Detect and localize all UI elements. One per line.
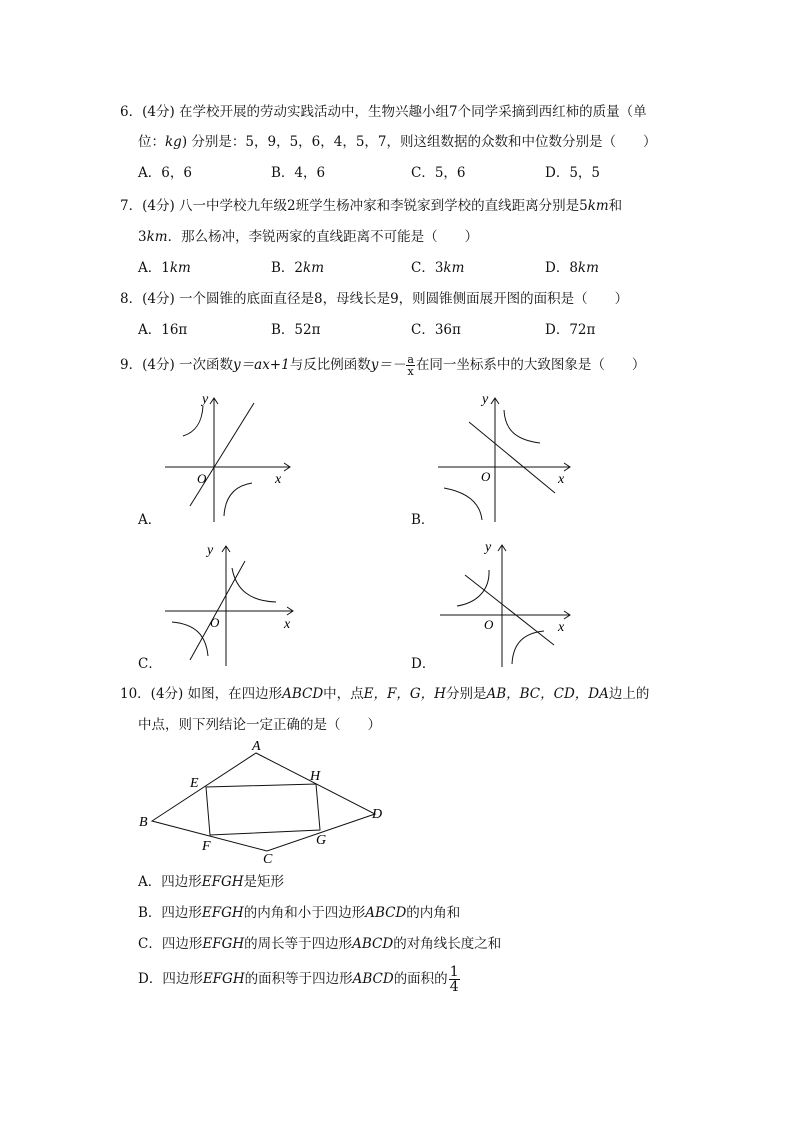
q10-option-a[interactable]: A．四边形EFGH是矩形 — [138, 874, 285, 890]
q6-option-c[interactable]: C．5，6 — [411, 165, 466, 181]
q10-line1: 10．(4分) 如图，在四边形ABCD中，点E，F，G，H分别是AB，BC，CD，DA边上的 — [120, 686, 650, 702]
q10-line2: 中点，则下列结论一定正确的是（ ） — [138, 717, 381, 733]
q10-quadrilateral-figure — [130, 735, 400, 870]
q9-option-d[interactable]: D． — [411, 656, 436, 672]
q9-graph-b[interactable] — [430, 388, 580, 528]
q9-graph-a[interactable] — [150, 388, 300, 528]
label-G: G — [316, 833, 327, 848]
label-E: E — [190, 776, 199, 791]
svg-text:y: y — [207, 543, 214, 558]
q6-option-b[interactable]: B．4，6 — [271, 165, 326, 181]
q10-option-d[interactable]: D．四边形EFGH的面积等于四边形ABCD的面积的 $\frac{1}{4}$ — [138, 964, 459, 995]
q9-line1: 9．(4分) 一次函数y＝ax+1与反比例函数y＝－ $\frac{a}{x}$ 在同一坐标系中的大致图象是（ ） — [120, 353, 646, 378]
q9-graph-c[interactable] — [150, 538, 300, 668]
label-A: A — [252, 739, 261, 754]
svg-text:O: O — [210, 615, 220, 630]
origin-label: O — [197, 471, 207, 486]
q6-line2: 位：kg) 分别是：5，9，5，6，4，5，7，则这组数据的众数和中位数分别是（ ） — [138, 134, 657, 150]
q9-fraction: $\frac{a}{x}$ — [407, 353, 414, 378]
q9-option-c[interactable]: C． — [138, 656, 162, 672]
q10-fraction-quarter: $\frac{1}{4}$ — [449, 964, 459, 995]
q9-option-a[interactable]: A． — [138, 512, 162, 528]
svg-text:O: O — [484, 617, 494, 632]
label-B: B — [139, 815, 148, 830]
svg-text:x: x — [558, 472, 565, 487]
q9-graph-d[interactable] — [430, 535, 580, 670]
q8-option-c[interactable]: C．36π — [411, 322, 461, 338]
svg-text:x: x — [284, 617, 291, 632]
q7-option-c[interactable]: C．3km — [411, 260, 465, 276]
label-F: F — [202, 839, 211, 854]
axis-y-label: y — [202, 392, 209, 407]
svg-text:x: x — [558, 620, 565, 635]
unit-kg: kg — [165, 134, 182, 150]
q8-line1: 8．(4分) 一个圆锥的底面直径是8，母线长是9，则圆锥侧面展开图的面积是（ ） — [120, 291, 629, 307]
q8-option-b[interactable]: B．52π — [271, 322, 321, 338]
svg-text:y: y — [485, 540, 492, 555]
q7-line1: 7．(4分) 八一中学校九年级2班学生杨冲家和李锐家到学校的直线距离分别是5km和 — [120, 198, 623, 214]
q10-option-c[interactable]: C．四边形EFGH的周长等于四边形ABCD的对角线长度之和 — [138, 936, 502, 952]
q7-line2: 3km．那么杨冲，李锐两家的直线距离不可能是（ ） — [138, 229, 479, 245]
q10-option-b[interactable]: B．四边形EFGH的内角和小于四边形ABCD的内角和 — [138, 905, 461, 921]
axis-x-label: x — [275, 472, 282, 487]
q6-line1: 6．(4分) 在学校开展的劳动实践活动中，生物兴趣小组7个同学采摘到西红柿的质量（单 — [120, 104, 647, 120]
label-C: C — [263, 852, 273, 867]
q8-option-a[interactable]: A．16π — [138, 322, 188, 338]
label-D: D — [372, 807, 383, 822]
svg-text:O: O — [481, 469, 491, 484]
svg-text:y: y — [482, 392, 489, 407]
q6-option-d[interactable]: D．5，5 — [545, 165, 601, 181]
q7-option-d[interactable]: D．8km — [545, 260, 599, 276]
q8-option-d[interactable]: D．72π — [545, 322, 596, 338]
q6-option-a[interactable]: A．6，6 — [138, 165, 192, 181]
label-H: H — [310, 769, 321, 784]
q9-option-b[interactable]: B． — [411, 512, 435, 528]
q7-option-a[interactable]: A．1km — [138, 260, 191, 276]
q7-option-b[interactable]: B．2km — [271, 260, 324, 276]
